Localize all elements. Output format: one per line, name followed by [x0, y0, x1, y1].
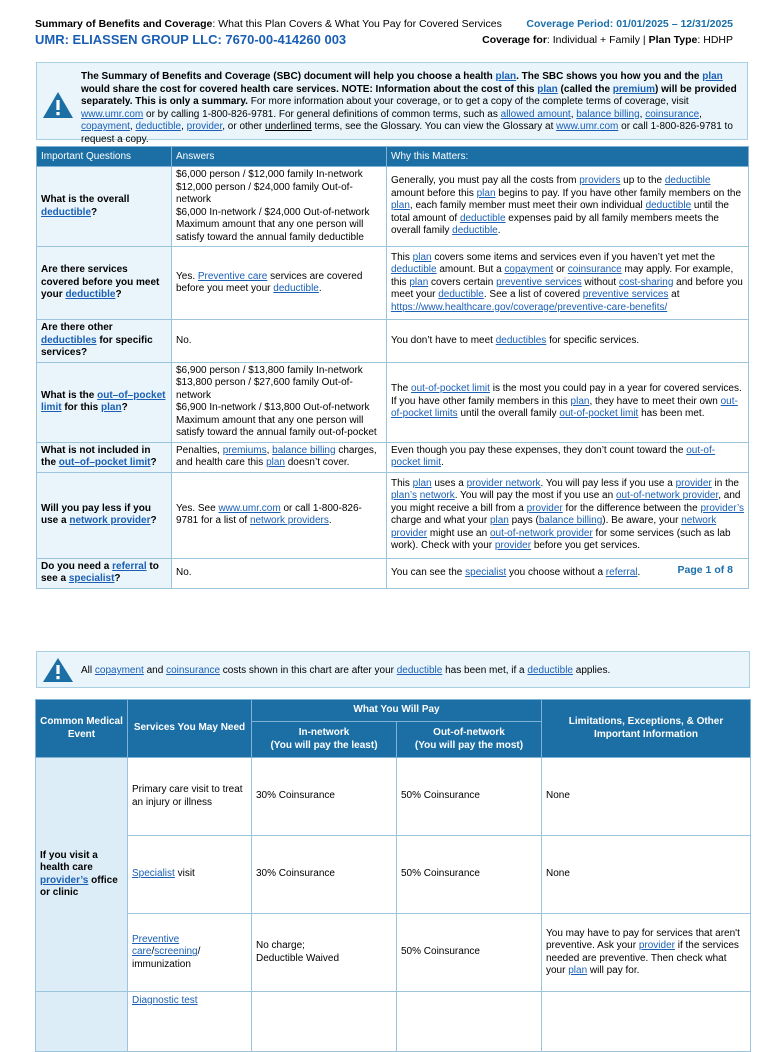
link-umr-url[interactable]: www.umr.com — [556, 121, 619, 133]
link-specialist[interactable]: specialist — [465, 566, 507, 578]
link-umr-url[interactable]: www.umr.com — [81, 108, 144, 120]
page-header — [35, 16, 733, 50]
link-out-of-pocket-limit[interactable]: out-of-pocket limit — [411, 383, 490, 395]
service-cell: Specialist visit — [128, 836, 252, 914]
link-deductible[interactable]: deductible — [41, 206, 92, 218]
col-header: Important Questions — [37, 147, 172, 167]
limits-cell: None — [542, 836, 751, 914]
plan-type-value: : HDHP — [697, 34, 733, 46]
in-network-cell: 30% Coinsurance — [252, 836, 397, 914]
col-header-event: Common Medical Event — [36, 700, 128, 758]
col-header-services: Services You May Need — [128, 700, 252, 758]
link-plan[interactable]: plan — [568, 965, 588, 976]
why-cell: The out-of-pocket limit is the most you could pay in a year for covered services. If you have other family members in this plan, they have to meet their own out-of-pocket limits until the overall family out-of-pocket limit has been met. — [387, 362, 749, 442]
link-network[interactable]: network — [419, 490, 455, 501]
link-deductible[interactable]: deductible — [438, 289, 484, 301]
link-plan[interactable]: plan — [412, 477, 432, 489]
link-out-of-pocket-limit[interactable]: out–of–pocket limit — [58, 457, 151, 468]
link-specialist[interactable]: specialist — [68, 573, 115, 584]
link-coinsurance[interactable]: coinsurance — [645, 108, 700, 120]
table-row — [37, 362, 749, 442]
question-cell: Will you pay less if you use a network provider? — [37, 472, 172, 558]
col-header-out-network: Out-of-network (You will pay the most) — [397, 722, 542, 758]
question-cell: What is the overall deductible? — [37, 167, 172, 247]
link-allowed-amount[interactable]: allowed amount — [500, 108, 571, 120]
coverage-for-label: Coverage for — [482, 34, 547, 46]
link-deductible[interactable]: deductible — [65, 289, 116, 301]
answer-cell: No. — [172, 320, 387, 363]
notice-text: The Summary of Benefits and Coverage (SBC) document will help you choose a health plan. The SBC shows you how you and the plan would share the cost for covered health care services. NOTE: Information about the cost of this plan (called the premium) will be provided separately. This is only a summary. For more information about your coverage, or to get a copy of the complete terms of coverage, visit www.umr.com or by calling 1-800-826-9781. For general definitions of common terms, such as allowed amount, balance billing, coinsurance, copayment, deductible, provider, or other underlined terms, see the Glossary. You can view the Glossary at www.umr.com or call 1-800-826-9781 to request a copy. — [81, 71, 737, 145]
page-number: Page 1 of 8 — [677, 564, 733, 576]
link-deductible[interactable]: deductible — [391, 264, 437, 276]
answer-cell: $6,000 person / $12,000 family In-network $12,000 person / $24,000 family Out-of-network $6,000 In-network / $24,000 Out-of-network Maximum amount that any one person will satisfy toward the annual family deductible — [172, 167, 387, 247]
link-plans[interactable]: plan’s — [391, 490, 417, 501]
in-network-cell — [252, 992, 397, 1052]
coverage-for — [482, 34, 733, 46]
link-deductible[interactable]: deductible — [527, 665, 573, 676]
coverage-for-value: : Individual + Family | — [546, 34, 649, 46]
why-cell: Generally, you must pay all the costs from providers up to the deductible amount before this plan begins to pay. If you have other family members on the plan, each family member must meet their own individual deductible until the total amount of deductible expenses paid by all family members meets the overall family deductible. — [387, 167, 749, 247]
question-cell: Are there services covered before you meet your deductible? — [37, 247, 172, 320]
link-coinsurance[interactable]: coinsurance — [166, 665, 220, 676]
link-plan[interactable]: plan — [266, 457, 285, 468]
link-balance-billing[interactable]: balance billing — [272, 444, 336, 456]
col-header-limits: Limitations, Exceptions, & Other Important Information — [542, 700, 751, 758]
table-row — [36, 914, 751, 992]
out-network-cell: 50% Coinsurance — [397, 914, 542, 992]
link-plan[interactable]: plan — [412, 251, 432, 263]
answer-cell: Yes. See www.umr.com or call 1-800-826-9781 for a list of network providers. — [172, 472, 387, 558]
underlined-text: underlined — [265, 121, 312, 133]
link-copayment[interactable]: copayment — [81, 121, 130, 133]
link-umr-url[interactable]: www.umr.com — [218, 502, 281, 514]
table-header-row — [36, 700, 751, 722]
warning-icon — [41, 656, 75, 684]
answer-cell: $6,900 person / $13,800 family In-network $13,800 person / $27,600 family Out-of-network $6,900 In-network / $13,800 Out-of-network Maximum amount that any one person will satisfy toward the annual family out-of-pocket — [172, 362, 387, 442]
link-copayment[interactable]: copayment — [94, 665, 144, 676]
services-table — [35, 699, 751, 1052]
why-cell: Even though you pay these expenses, they don’t count toward the out-of-pocket limit. — [387, 442, 749, 472]
link-premium[interactable]: premium — [612, 83, 656, 95]
why-cell: You don’t have to meet deductibles for specific services. — [387, 320, 749, 363]
link-network-provider[interactable]: network provider — [69, 515, 151, 526]
why-cell: You can see the specialist you choose without a referral. — [387, 558, 749, 588]
link-out-of-pocket-limits[interactable]: out-of-pocket limits — [391, 395, 738, 420]
question-cell: What is not included in the out–of–pocket limit? — [37, 442, 172, 472]
link-referral[interactable]: referral — [112, 560, 147, 572]
link-diagnostic-test[interactable]: Diagnostic test — [132, 995, 198, 1006]
col-header-pay: What You Will Pay — [252, 700, 542, 722]
link-premiums[interactable]: premiums — [222, 444, 267, 456]
link-out-of-network-provider[interactable]: out-of-network provider — [615, 490, 719, 501]
link-preventive-care[interactable]: Preventive care — [132, 933, 180, 958]
question-cell: Are there other deductibles for specific services? — [37, 320, 172, 363]
service-cell: Preventive care/screening/ immunization — [128, 914, 252, 992]
question-cell: What is the out–of–pocket limit for this plan? — [37, 362, 172, 442]
table-header-row — [37, 147, 749, 167]
link-deductible[interactable]: deductible — [135, 121, 182, 133]
link-plan[interactable]: plan — [489, 515, 509, 526]
doc-title — [35, 18, 502, 30]
event-cell — [36, 992, 128, 1052]
link-provider[interactable]: provider — [638, 940, 675, 951]
link-plan[interactable]: plan — [391, 200, 410, 212]
limits-cell: None — [542, 758, 751, 836]
answer-cell: Penalties, premiums, balance billing charges, and health care this plan doesn’t cover. — [172, 442, 387, 472]
link-screening[interactable]: screening — [154, 946, 198, 958]
service-cell: Primary care visit to treat an injury or illness — [128, 758, 252, 836]
plan-name: UMR: ELIASSEN GROUP LLC: 7670-00-414260 003 — [35, 32, 347, 47]
why-cell: This plan uses a provider network. You will pay less if you use a provider in the plan’s network. You will pay the most if you use an out-of-network provider, and you might receive a bill from a provider for the difference between the provider’s charge and what your plan pays (balance billing). Be aware, your network provider might use an out-of-network provider for some services (such as lab work). Check with your provider before you get services. — [387, 472, 749, 558]
link-plan[interactable]: plan — [702, 71, 723, 82]
in-network-cell: 30% Coinsurance — [252, 758, 397, 836]
link-plan[interactable]: plan — [476, 187, 496, 199]
link-copayment[interactable]: copayment — [504, 264, 554, 276]
link-specialist[interactable]: Specialist — [132, 868, 175, 880]
link-referral[interactable]: referral — [605, 566, 638, 578]
link-deductible[interactable]: deductible — [452, 225, 498, 237]
table-row — [37, 472, 749, 558]
limits-cell: You may have to pay for services that aren't preventive. Ask your provider if the services needed are preventive. Then check what your plan will pay for. — [542, 914, 751, 992]
service-cell — [128, 992, 252, 1052]
col-header-in-network: In-network (You will pay the least) — [252, 722, 397, 758]
link-preventive-care[interactable]: Preventive care — [197, 270, 268, 282]
link-out-of-pocket-limit[interactable]: out-of-pocket limit — [559, 408, 639, 420]
link-network-provider[interactable]: network provider — [391, 515, 717, 539]
out-network-cell — [397, 992, 542, 1052]
doc-title-bold: Summary of Benefits and Coverage — [35, 18, 213, 30]
link-balance-billing[interactable]: balance billing — [538, 515, 603, 526]
link-coinsurance[interactable]: coinsurance — [567, 264, 622, 276]
link-preventive-services[interactable]: preventive services — [582, 289, 669, 301]
sbc-notice — [36, 62, 748, 145]
table-row — [36, 836, 751, 914]
table-row — [37, 167, 749, 247]
link-deductible[interactable]: deductible — [645, 200, 692, 212]
link-healthcare-gov[interactable]: https://www.healthcare.gov/coverage/preventive-care-benefits/ — [391, 301, 668, 313]
link-deductibles[interactable]: deductibles — [41, 334, 97, 346]
link-preventive-services[interactable]: preventive services — [496, 276, 582, 288]
event-cell: If you visit a health care provider’s office or clinic — [36, 758, 128, 992]
link-plan[interactable]: plan — [495, 71, 517, 82]
link-deductibles[interactable]: deductibles — [495, 334, 547, 346]
link-deductible[interactable]: deductible — [459, 212, 506, 224]
important-questions-table — [36, 146, 749, 589]
question-cell: Do you need a referral to see a specialist? — [37, 558, 172, 588]
table-row — [36, 758, 751, 836]
link-plan[interactable]: plan — [570, 395, 590, 407]
col-header: Why this Matters: — [387, 147, 749, 167]
link-deductible[interactable]: deductible — [273, 283, 319, 294]
table-row — [37, 320, 749, 363]
plan-type-label: Plan Type — [648, 34, 698, 46]
link-providers[interactable]: provider’s — [40, 874, 89, 886]
link-plan[interactable]: plan — [101, 402, 122, 413]
link-provider[interactable]: provider — [186, 121, 223, 133]
out-network-cell: 50% Coinsurance — [397, 758, 542, 836]
table-row — [36, 992, 751, 1052]
link-cost-sharing[interactable]: cost-sharing — [618, 276, 674, 288]
link-plan[interactable]: plan — [537, 83, 558, 95]
link-deductible[interactable]: deductible — [664, 175, 711, 187]
link-provider[interactable]: provider — [494, 540, 532, 551]
link-out-of-pocket-limit[interactable]: out–of–pocket limit — [41, 389, 166, 413]
link-out-of-network-provider[interactable]: out-of-network provider — [489, 527, 593, 539]
link-network-providers[interactable]: network providers — [249, 515, 329, 526]
link-balance-billing[interactable]: balance billing — [576, 108, 640, 120]
answer-cell: No. — [172, 558, 387, 588]
col-header: Answers — [172, 147, 387, 167]
table-row — [37, 247, 749, 320]
cost-notice — [36, 651, 750, 688]
link-provider[interactable]: provider — [675, 477, 712, 489]
doc-title-rest: : What this Plan Covers & What You Pay for Covered Services — [212, 18, 502, 30]
cost-notice-text: All copayment and coinsurance costs shown in this chart are after your deductible has been met, if a deductible applies. — [81, 665, 611, 676]
in-network-cell: No charge; Deductible Waived — [252, 914, 397, 992]
link-providers[interactable]: providers — [579, 175, 621, 187]
link-providers[interactable]: provider’s — [700, 502, 744, 514]
warning-icon — [41, 90, 75, 120]
coverage-period: Coverage Period: 01/01/2025 – 12/31/2025 — [526, 18, 733, 30]
out-network-cell: 50% Coinsurance — [397, 836, 542, 914]
table-row — [37, 558, 749, 588]
limits-cell — [542, 992, 751, 1052]
link-provider[interactable]: provider — [526, 502, 563, 514]
why-cell: This plan covers some items and services even if you haven’t yet met the deductible amount. But a copayment or coinsurance may apply. For example, this plan covers certain preventive services without cost-sharing and before you meet your deductible. See a list of covered preventive services at https://www.healthcare.gov/coverage/preventive-care-benefits/ — [387, 247, 749, 320]
link-plan[interactable]: plan — [409, 276, 429, 288]
link-out-of-pocket-limit[interactable]: out-of-pocket limit — [391, 444, 716, 468]
link-provider-network[interactable]: provider network — [466, 477, 541, 489]
answer-cell: Yes. Preventive care services are covered before you meet your deductible. — [172, 247, 387, 320]
table-row — [37, 442, 749, 472]
link-deductible[interactable]: deductible — [396, 665, 443, 676]
